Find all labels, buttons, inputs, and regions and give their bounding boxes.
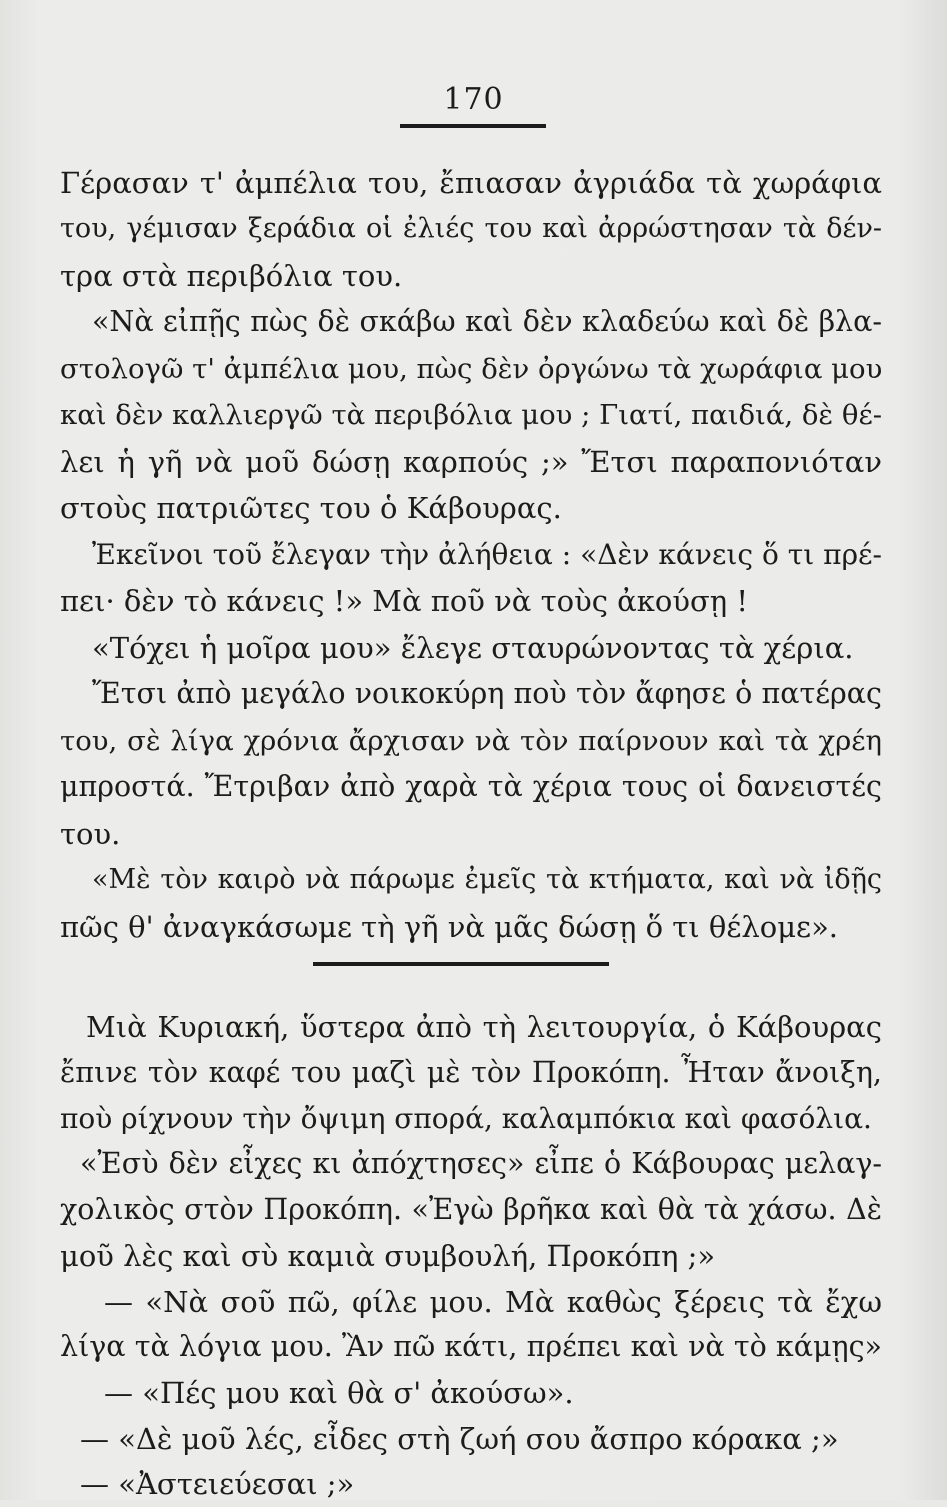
text-line: — «Ἀστειεύεσαι ;»: [80, 1467, 355, 1501]
text-line: Γέρασαν τ' ἀμπέλια του, ἔπιασαν ἀγριάδα τὰ χωράφια: [60, 166, 882, 200]
text-line: — «Πές μου καὶ θὰ σ' ἀκούσω».: [104, 1376, 574, 1410]
text-line: «Τόχει ἡ μοῖρα μου» ἔλεγε σταυρώνοντας τὰ χέρια.: [92, 631, 854, 665]
text-line: — «Νὰ σοῦ πῶ, φίλε μου. Μὰ καθὼς ξέρεις τὰ ἔχω: [104, 1285, 882, 1319]
text-line: λει ἡ γῆ νὰ μοῦ δώσῃ καρπούς ;» Ἔτσι παραπονιόταν: [60, 445, 882, 479]
text-line: — «Δὲ μοῦ λές, εἶδες στὴ ζωή σου ἄσπρο κόρακα ;»: [80, 1422, 839, 1456]
text-line: Ἐκεῖνοι τοῦ ἔλεγαν τὴν ἀλήθεια : «Δὲν κάνεις ὅ τι πρέ-: [92, 538, 882, 571]
page-number: 170: [443, 82, 504, 117]
text-line: πει· δὲν τὸ κάνεις !» Μὰ ποῦ νὰ τοὺς ἀκούσῃ !: [60, 584, 749, 618]
text-line: «Μὲ τὸν καιρὸ νὰ πάρωμε ἐμεῖς τὰ κτήματα, καὶ νὰ ἰδῇς: [92, 864, 882, 895]
section-separator: [313, 962, 609, 966]
text-line: Μιὰ Κυριακή, ὕστερα ἀπὸ τὴ λειτουργία, ὁ Κάβουρας: [86, 1010, 882, 1044]
text-line: του, γέμισαν ξεράδια οἱ ἐλιές του καὶ ἀρρώστησαν τὰ δέν-: [60, 213, 882, 244]
text-line: «Ἐσὺ δὲν εἶχες κι ἀπόχτησες» εἶπε ὁ Κάβουρας μελαγ-: [80, 1147, 882, 1180]
header-rule: [400, 124, 546, 128]
text-line: μοῦ λὲς καὶ σὺ καμιὰ συμβουλή, Προκόπη ;»: [60, 1239, 716, 1273]
text-line: στοὺς πατριῶτες του ὁ Κάβουρας.: [60, 491, 562, 525]
text-line: χολικὸς στὸν Προκόπη. «Ἐγὼ βρῆκα καὶ θὰ τὰ χάσω. Δὲ: [60, 1193, 882, 1226]
text-line: στολογῶ τ' ἀμπέλια μου, πὼς δὲν ὀργώνω τὰ χωράφια μου: [60, 353, 883, 385]
text-line: του, σὲ λίγα χρόνια ἄρχισαν νὰ τὸν παίρνουν καὶ τὰ χρέη: [60, 725, 882, 757]
text-line: λίγα τὰ λόγια μου. Ἂν πῶ κάτι, πρέπει καὶ νὰ τὸ κάμῃς»: [60, 1330, 882, 1363]
text-line: ποὺ ρίχνουν τὴν ὄψιμη σπορά, καλαμπόκια καὶ φασόλια.: [60, 1102, 872, 1135]
text-line: του.: [60, 817, 121, 851]
text-line: πῶς θ' ἀναγκάσωμε τὴ γῆ νὰ μᾶς δώσῃ ὅ τι θέλομε».: [60, 910, 839, 944]
text-line: τρα στὰ περιβόλια του.: [60, 259, 403, 293]
text-line: ἔπινε τὸν καφέ του μαζὶ μὲ τὸν Προκόπη. Ἦταν ἄνοιξη,: [60, 1056, 882, 1089]
text-line: «Νὰ εἰπῇς πὼς δὲ σκάβω καὶ δὲν κλαδεύω καὶ δὲ βλα-: [92, 305, 882, 338]
text-line: μπροστά. Ἔτριβαν ἀπὸ χαρὰ τὰ χέρια τους οἱ δανειστές: [60, 770, 882, 803]
text-line: Ἔτσι ἀπὸ μεγάλο νοικοκύρη ποὺ τὸν ἄφησε ὁ πατέρας: [92, 677, 882, 710]
text-line: καὶ δὲν καλλιεργῶ τὰ περιβόλια μου ; Γιατί, παιδιά, δὲ θέ-: [60, 399, 883, 431]
